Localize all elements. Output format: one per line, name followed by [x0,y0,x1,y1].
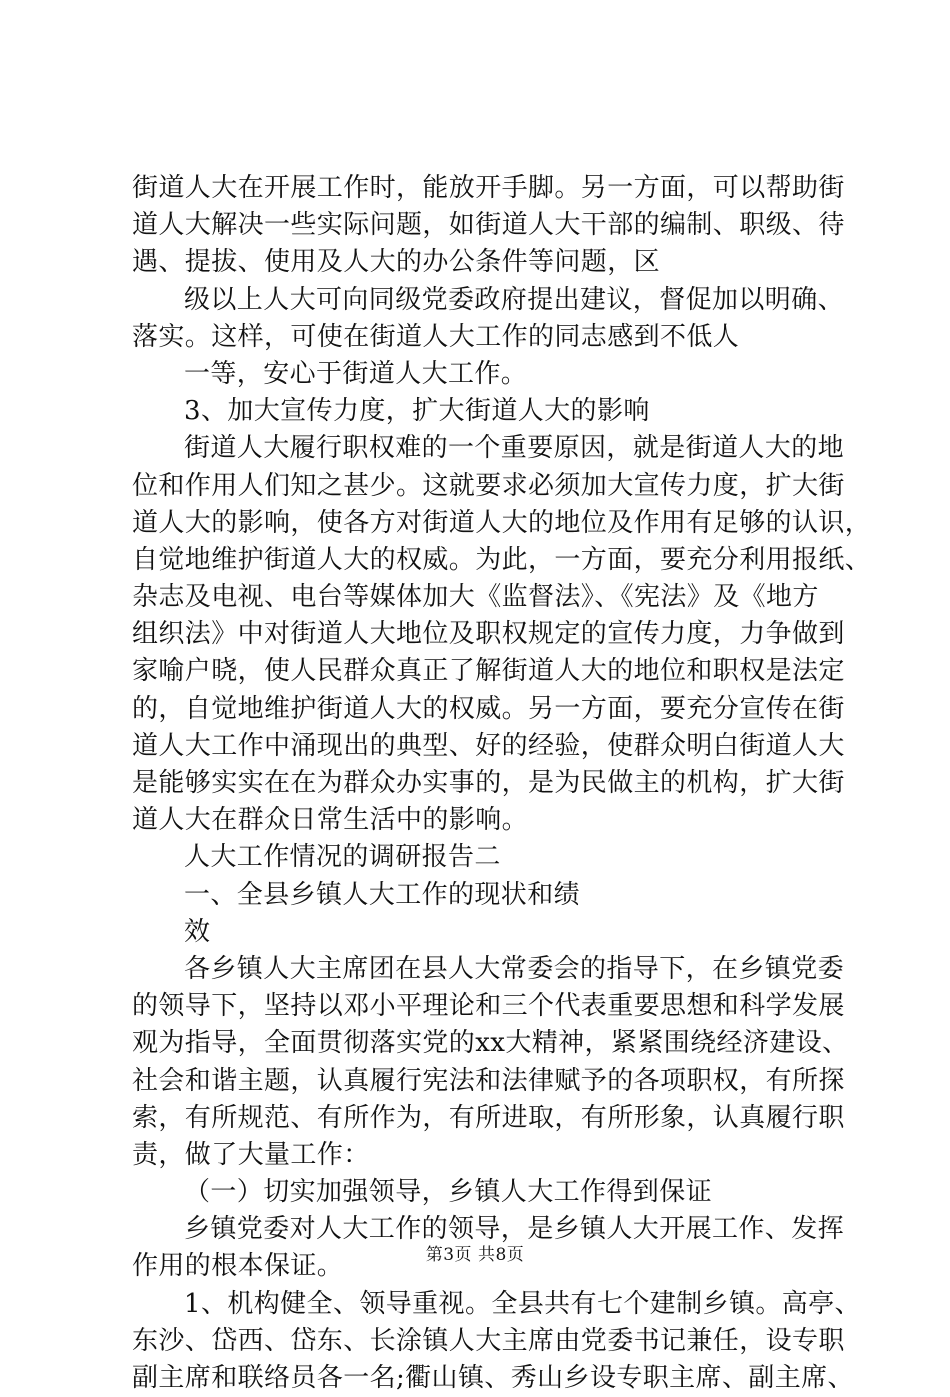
text-line: 自觉地维护街道人大的权威。为此，一方面，要充分利用报纸、 [132,544,872,575]
text-line: 杂志及电视、电台等媒体加大《监督法》、《宪法》及《地方 [132,582,819,613]
text-line: 一等，安心于街道人大工作。 [184,358,528,389]
section-heading: 一、全县乡镇人大工作的现状和绩 [184,879,581,910]
text-line: 街道人大在开展工作时，能放开手脚。另一方面，可以帮助街 [132,173,845,203]
text-line: 的，自觉地维护街道人大的权威。另一方面，要充分宣传在街 [132,693,845,724]
text-line: 街道人大履行职权难的一个重要原因，就是街道人大的地 [184,433,845,464]
text-line: 组织法》中对街道人大地位及职权规定的宣传力度，力争做到 [132,619,845,650]
text-line: 各乡镇人大主席团在县人大常委会的指导下，在乡镇党委 [184,953,845,984]
text-line: 是能够实实在在为群众办实事的，是为民做主的机构，扩大街 [132,768,845,798]
report-title: 人大工作情况的调研报告二 [184,842,501,873]
text-line: 东沙、岱西、岱东、长涂镇人大主席由党委书记兼任，设专职 [132,1325,845,1356]
document-body [132,170,872,1397]
text-line: 社会和谐主题，认真履行宪法和法律赋予的各项职权，有所探 [132,1065,845,1096]
text-line: 位和作用人们知之甚少。这就要求必须加大宣传力度，扩大街 [132,470,845,501]
text-line: 道人大在群众日常生活中的影响。 [132,805,529,836]
text-line: 责，做了大量工作： [132,1139,370,1170]
text-line: 道人大解决一些实际问题，如街道人大干部的编制、职级、待 [132,210,845,241]
subsection-heading: （一）切实加强领导，乡镇人大工作得到保证 [184,1177,713,1208]
text-line: 的领导下，坚持以邓小平理论和三个代表重要思想和科学发展 [132,991,845,1022]
text-line: 道人大的影响，使各方对街道人大的地位及作用有足够的认识， [132,507,872,538]
text-line: 家喻户晓，使人民群众真正了解街道人大的地位和职权是法定 [132,656,845,687]
text-line: 作用的根本保证。 [132,1251,344,1282]
text-line: 观为指导，全面贯彻落实党的xx大精神，紧紧围绕经济建设、 [132,1028,849,1059]
text-line: 遇、提拔、使用及人大的办公条件等问题，区 [132,247,661,278]
text-line: 索，有所规范、有所作为，有所进取，有所形象，认真履行职 [132,1102,845,1133]
text-line: 乡镇党委对人大工作的领导，是乡镇人大开展工作、发挥 [184,1214,845,1245]
text-line: 1、机构健全、领导重视。全县共有七个建制乡镇。高亭、 [184,1288,861,1319]
page-number: 第3页 共8页 [425,1245,525,1265]
section-heading: 3、加大宣传力度，扩大街道人大的影响 [184,396,650,427]
text-line: 级以上人大可向同级党委政府提出建议，督促加以明确、 [184,284,845,315]
text-line: 落实。这样，可使在街道人大工作的同志感到不低人 [132,321,740,352]
text-line: 副主席和联络员各一名;衢山镇、秀山乡设专职主席、副主席、 [132,1363,854,1393]
text-line: 道人大工作中涌现出的典型、好的经验，使群众明白街道人大 [132,730,845,761]
section-heading-continued: 效 [184,916,211,947]
